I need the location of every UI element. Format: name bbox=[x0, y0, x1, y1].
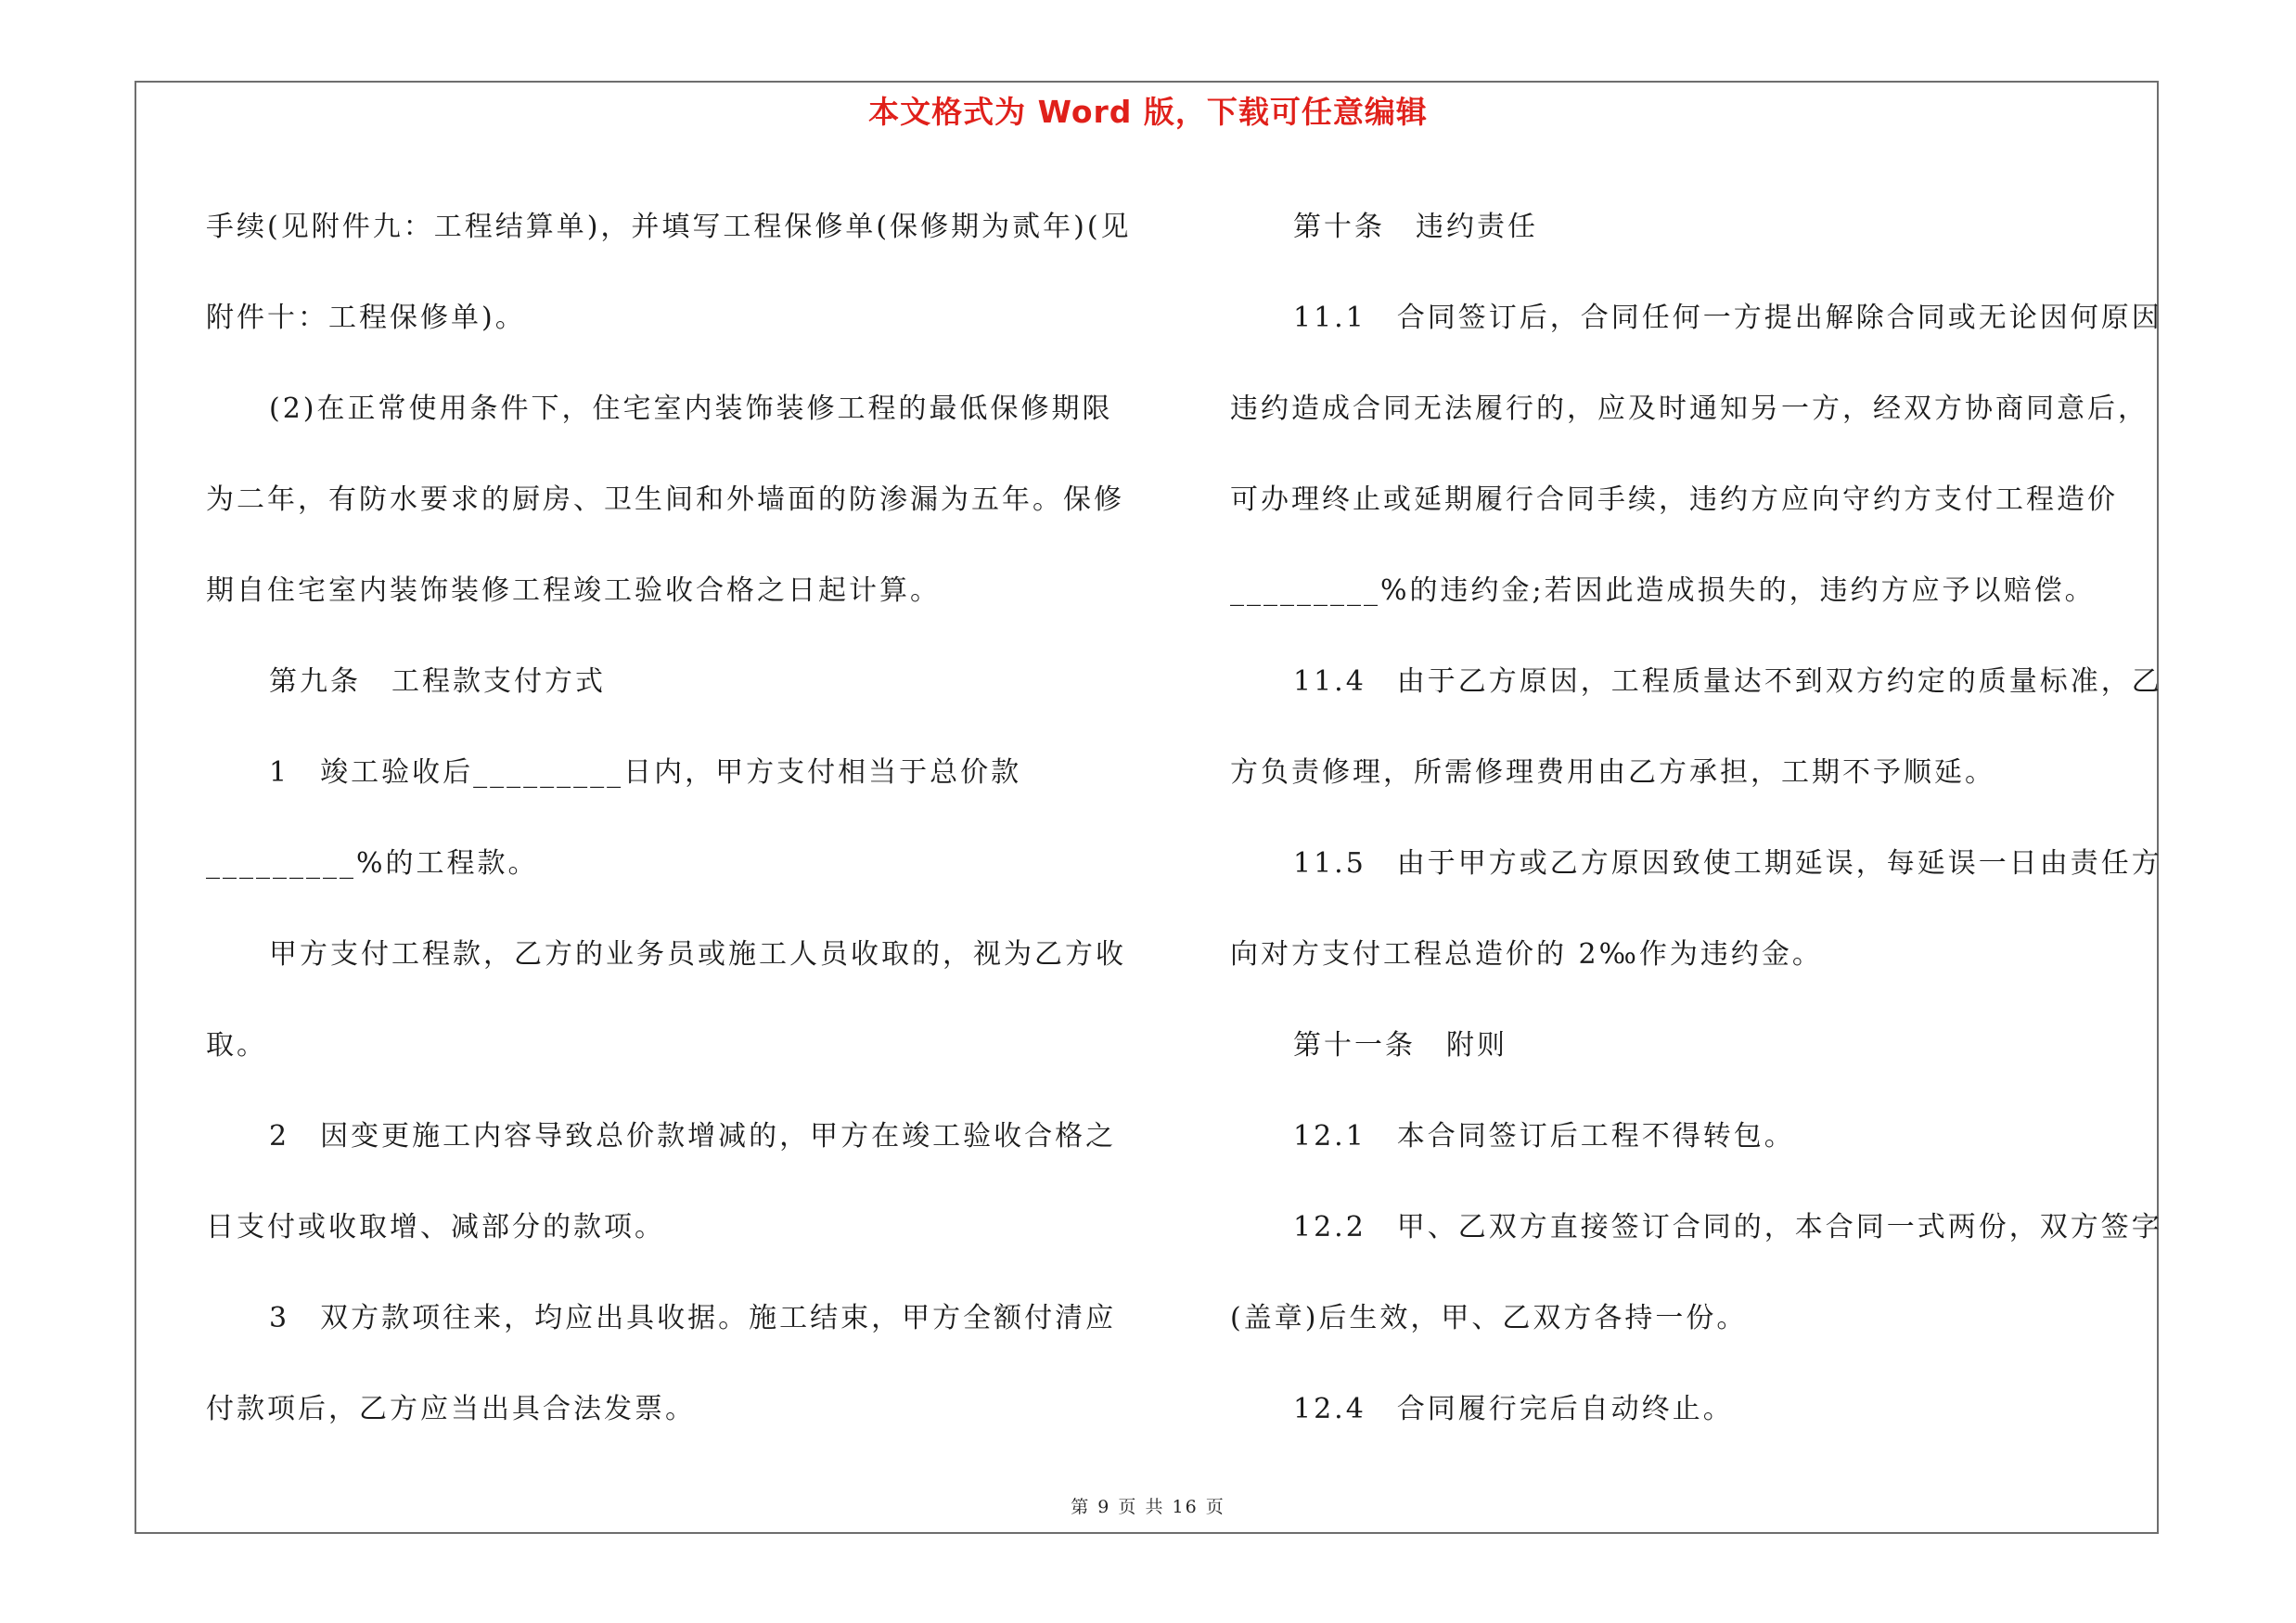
right-column bbox=[1230, 182, 2167, 1455]
paragraph: 1 竣工验收后_________日内，甲方支付相当于总价款 _________%的工程款。 bbox=[206, 756, 1033, 880]
paragraph: 3 双方款项往来，均应出具收据。施工结束，甲方全额付清应付款项后，乙方应当出具合法发票。 bbox=[206, 1302, 1117, 1425]
paragraph: 11.5 由于甲方或乙方原因致使工期延误，每延误一日由责任方向对方支付工程总造价的 2‰作为违约金。 bbox=[1230, 847, 2162, 971]
paragraph: 甲方支付工程款，乙方的业务员或施工人员收取的，视为乙方收取。 bbox=[206, 938, 1126, 1062]
left-column bbox=[206, 182, 1134, 1455]
paragraph: (2)在正常使用条件下，住宅室内装饰装修工程的最低保修期限为二年，有防水要求的厨房、卫生间和外墙面的防渗漏为五年。保修期自住宅室内装饰装修工程竣工验收合格之日起计算。 bbox=[206, 393, 1124, 607]
section-heading: 第十一条 附则 bbox=[1293, 1029, 1507, 1062]
page-number-footer: 第 9 页 共 16 页 bbox=[1071, 1497, 1225, 1517]
paragraph: 12.1 本合同签订后工程不得转包。 bbox=[1293, 1120, 1795, 1153]
paragraph: 11.1 合同签订后，合同任何一方提出解除合同或无论因何原因违约造成合同无法履行的，应及时通知另一方，经双方协商同意后，可办理终止或延期履行合同手续，违约方应向守约方支付工程造价_________%的违约金;若因此造成损失的，违约方应予以赔偿。 bbox=[1230, 302, 2162, 607]
section-heading: 第十条 违约责任 bbox=[1293, 211, 1538, 243]
paragraph: 手续(见附件九：工程结算单)，并填写工程保修单(保修期为贰年)(见附件十：工程保修单)。 bbox=[206, 211, 1132, 334]
paragraph: 2 因变更施工内容导致总价款增减的，甲方在竣工验收合格之日支付或收取增、减部分的款项。 bbox=[206, 1120, 1117, 1243]
paragraph: 11.4 由于乙方原因，工程质量达不到双方约定的质量标准，乙方负责修理，所需修理费用由乙方承担，工期不予顺延。 bbox=[1230, 665, 2162, 789]
paragraph: 12.4 合同履行完后自动终止。 bbox=[1293, 1393, 1734, 1425]
section-heading: 第九条 工程款支付方式 bbox=[269, 665, 606, 698]
format-banner: 本文格式为 Word 版，下载可任意编辑 bbox=[868, 94, 1428, 130]
paragraph: 12.2 甲、乙双方直接签订合同的，本合同一式两份，双方签字(盖章)后生效，甲、乙双方各持一份。 bbox=[1230, 1211, 2162, 1334]
